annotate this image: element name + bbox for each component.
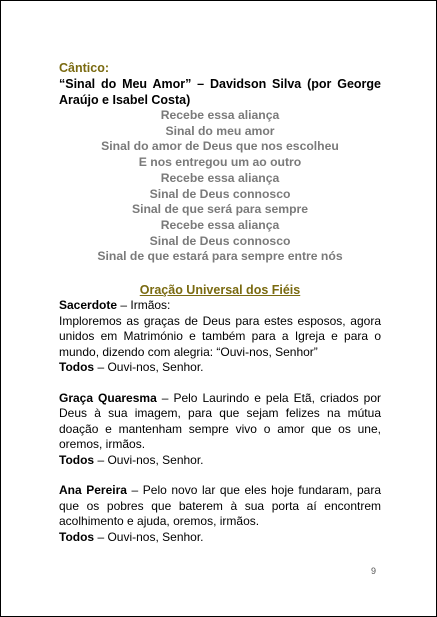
- lyric-line: E nos entregou um ao outro: [138, 155, 302, 170]
- intention-paragraph: [59, 483, 381, 530]
- intro-text: Imploremos as graças de Deus para estes esposos, agora unidos em Matrimónio e também para a Igreja e para o mundo, dizendo com alegria: “Ouvi-nos, Senhor”: [59, 313, 381, 359]
- lyric-line: Sinal de Deus connosco: [149, 233, 291, 248]
- lyric-line: Recebe essa aliança: [160, 217, 280, 232]
- intro-speaker-line: [59, 298, 381, 314]
- oracao-heading: Oração Universal dos Fiéis: [139, 283, 301, 298]
- lyric-line: Sinal do amor de Deus que nos escolheu: [101, 139, 339, 154]
- song-title: “Sinal do Meu Amor” – Davidson Silva (por George Araújo e Isabel Costa): [59, 77, 381, 107]
- response-speaker: Todos: [59, 360, 95, 375]
- speaker-line-text: – Irmãos:: [117, 298, 171, 313]
- speaker-name: Sacerdote: [59, 298, 118, 313]
- speaker-name: Ana Pereira: [59, 483, 127, 498]
- lyrics-block: [59, 108, 381, 265]
- response-text: – Ouvi-nos, Senhor.: [94, 452, 204, 467]
- page-number: 9: [371, 566, 377, 576]
- response-speaker: Todos: [59, 529, 95, 544]
- response-text: – Ouvi-nos, Senhor.: [94, 360, 204, 375]
- lyric-line: Sinal de que será para sempre: [131, 202, 309, 217]
- intention-response: [59, 453, 381, 469]
- lyric-line: Sinal do meu amor: [165, 123, 275, 138]
- lyric-line: Sinal de que estará para sempre entre nós: [97, 249, 343, 264]
- lyric-line: Recebe essa aliança: [160, 108, 280, 122]
- intro-response: [59, 360, 381, 376]
- intention-response: [59, 530, 381, 546]
- response-speaker: Todos: [59, 452, 95, 467]
- intention-text: – Pelo novo lar que eles hoje fundaram, para que os pobres que baterem à sua porta aí encontrem acolhimento e ajuda, oremos, irmãos.: [59, 483, 381, 529]
- intention-text: – Pelo Laurindo e pela Etã, criados por Deus à sua imagem, para que sejam felizes na mútua doação e mantenham sempre vivo o amor que os une, oremos, irmãos.: [59, 390, 381, 452]
- lyric-line: Sinal de Deus connosco: [149, 186, 291, 201]
- cantico-heading: Cântico:: [59, 61, 109, 75]
- intention-paragraph: [59, 391, 381, 453]
- page-content: [59, 60, 381, 545]
- lyric-line: Recebe essa aliança: [160, 170, 280, 185]
- response-text: – Ouvi-nos, Senhor.: [94, 529, 204, 544]
- speaker-name: Graça Quaresma: [59, 390, 157, 405]
